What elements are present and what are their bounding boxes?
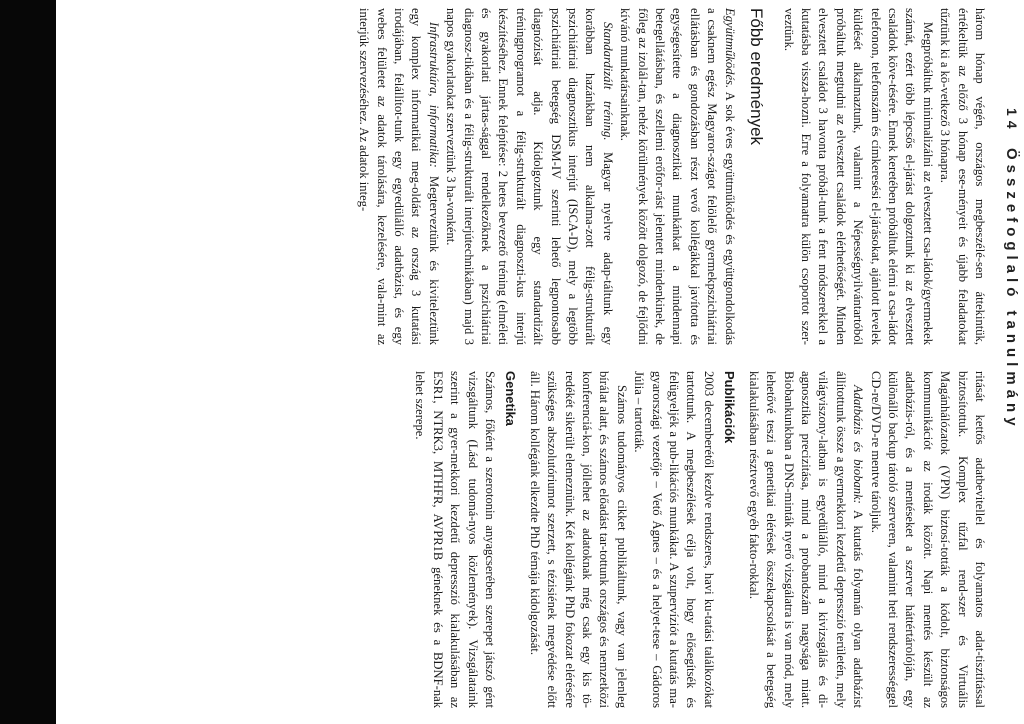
paragraph-body: A sok éves együttműködés és együttgondolkodás a csaknem egész Magyaror-szágot felölelő gyermekpszichiátriai ellátásban és gondozásban részt vevő kollégákkal javította és egységesítette a diagnosztikai munkánkat a mindennapi betegellátásban, és szellemi erőfor-rást jelentett mindenkinek, de főleg az izolál-tan, nehéz körülmények között dolgozó, de fejlődni kívánó munkatársainknak. <box>618 8 737 345</box>
paragraph: 2003 decemberétől kezdve rendszeres, havi ku-tatási találkozókat tartottunk. A megbeszélések célja volt, hogy elősegítsék és felügyeljék a pub-likációs munkákat. A szupervíziót a kutatás ma-gyarországi vezetője – Vető Ágnes – és a helyet-tese – Gádoros Júlia – tartották. <box>632 371 716 708</box>
paragraph: három hónap végén, országos megbeszélé-sen áttekintük, értékeltük az előző 3 hónap ese-ményeit és újabb feladatokat tűztünk ki a kö-vetkező 3 hónapra. <box>938 8 987 345</box>
column-left <box>128 8 988 345</box>
paragraph-lead: Standardizált tréning. <box>600 22 615 141</box>
section-heading-publications: Publikációk <box>722 371 738 444</box>
paragraph: ritását kettős adatbevitellel és folyamatos adat-tisztítással biztosítottuk. Komplex tűzfal rend-szer és Virtuális Magánhálózatok (VPN) biztosí-tották a kódolt, biztonságos kommunikációt az irodák között. Napi mentés készült az adatbázis-ról, és a mentéseket a szerver háttértárolóján, egy különálló backup tároló szerveren, valamint heti rendszerességgel CD-re/DVD-re mentve tároljuk. <box>868 371 987 708</box>
paragraph-body: Magyar nyelvre adap-táltunk egy korábban hazánkban nem alkalma-zott félig-strukturált pszichiátriai diagnosztikus interjút (ISCA-D), mely a legtöbb pszichiátriai betegség DSM-IV szerinti lehető legpontosabb diagnózisát adja. Kidolgoztunk egy standardizált tréningprogramot a félig-strukturált diagnoszti-kus interjú készítéséhez. Ennek felépítése: 2 hetes bevezető tréning (elméleti és gyakorlati jártas-sággal rendelkezőknek a pszichiátriai diagnosz-tikában és a félig-strukturált interjútechnikában) majd 3 napos gyakorlatokat szerveztünk 3 ha-vonként. <box>444 8 615 345</box>
page-number: 14 <box>1004 108 1020 134</box>
running-title: Összefoglaló tanulmány <box>1003 148 1020 431</box>
paragraph-lead: Együttműködés. <box>722 8 737 89</box>
column-right <box>128 371 988 708</box>
paragraph <box>442 8 616 345</box>
scan-border <box>0 0 56 724</box>
text-columns <box>128 8 988 708</box>
document-page <box>110 8 1020 708</box>
paragraph-body: A kutatás folyamán olyan adatbázist állítottunk össze a gyermekkori kezdetű depresszió területén, mely világviszony-latban is egyedülálló, mind a kivizsgálás és di-agnosztika precizitása, mind a probandszám nagysága miatt. Biobankunkban a DNS-minták nyerő vizsgálatra is van mód, mely lehetővé teszi a genetikai elérések összekapcsolását a betegség kialakulásában résztvevő egyéb fakto-rokkal. <box>746 371 866 708</box>
paragraph: Megpróbáltuk minimalizálni az elvesztett csa-ládok/gyermekek számát, ezért több lépcsős el-járást dolgoztunk ki az elvesztett családok köve-tésére. Ennek keretében próbáltuk elérni a csa-ládot telefonon, telefonszám és címkeresési el-járásokat, ajánlott levelek küldését alkalmaztunk, valamint a Népességnyilvántartóból próbáltuk megtudni az elvesztett családok elérhetőségét. Minden elvesztett családot 3 havonta próbál-tunk a fent módszerekkel a kutatásba vissza-hozni. Erre a folyamatra külön csoportot szer-veztünk. <box>781 8 935 345</box>
paragraph-body: Megterveztünk és kiviteleztünk egy komplex informatikai meg-oldást az ország 3 kutatási irodájában, felállítot-tunk egy egyedülálló adatbázist, és egy webes felületet az adatok tárolására, kezelésére, vala-mint az interjúk szervezéséhez. Az adatok integ- <box>357 8 441 345</box>
paragraph: Számos, főként a szerotonin anyagcserében szerepet játszó gént vizsgáltunk (Lásd tudomá-nyos közlemények). Vizsgálataink szerint a gyer-mekkori kezdetű depresszió kialakulásában az ESR1, NTRK3, MTHFR, AVPR1B géneknek és a BDNF-nak lehet szerepe. <box>413 371 498 708</box>
paragraph-lead: Infrastruktúra, informatika: <box>426 22 441 168</box>
paragraph: Számos tudományos cikket publikáltunk, vagy van jelenleg bírálat alatt, és számos előadást tar-tottunk országos és nemzetközi konferenciá-kon, jóllehet az adatoknak még csak egy kis tö-redékét sikerült elemeznünk. Két kollégánk PhD fokozat elérésére szükséges abszolutóriumot szerzett, s tézisiének megvédése előtt áll. Három kollégánk elkezdte PhD témája kidolgozását. <box>527 371 629 708</box>
paragraph <box>616 8 738 345</box>
section-heading: Főbb eredmények <box>747 8 767 146</box>
paragraph <box>744 371 866 708</box>
section-heading-genetics: Genetika <box>503 371 519 426</box>
paragraph <box>355 8 442 345</box>
paragraph-lead: Adatbázis és biobank: <box>851 385 866 504</box>
